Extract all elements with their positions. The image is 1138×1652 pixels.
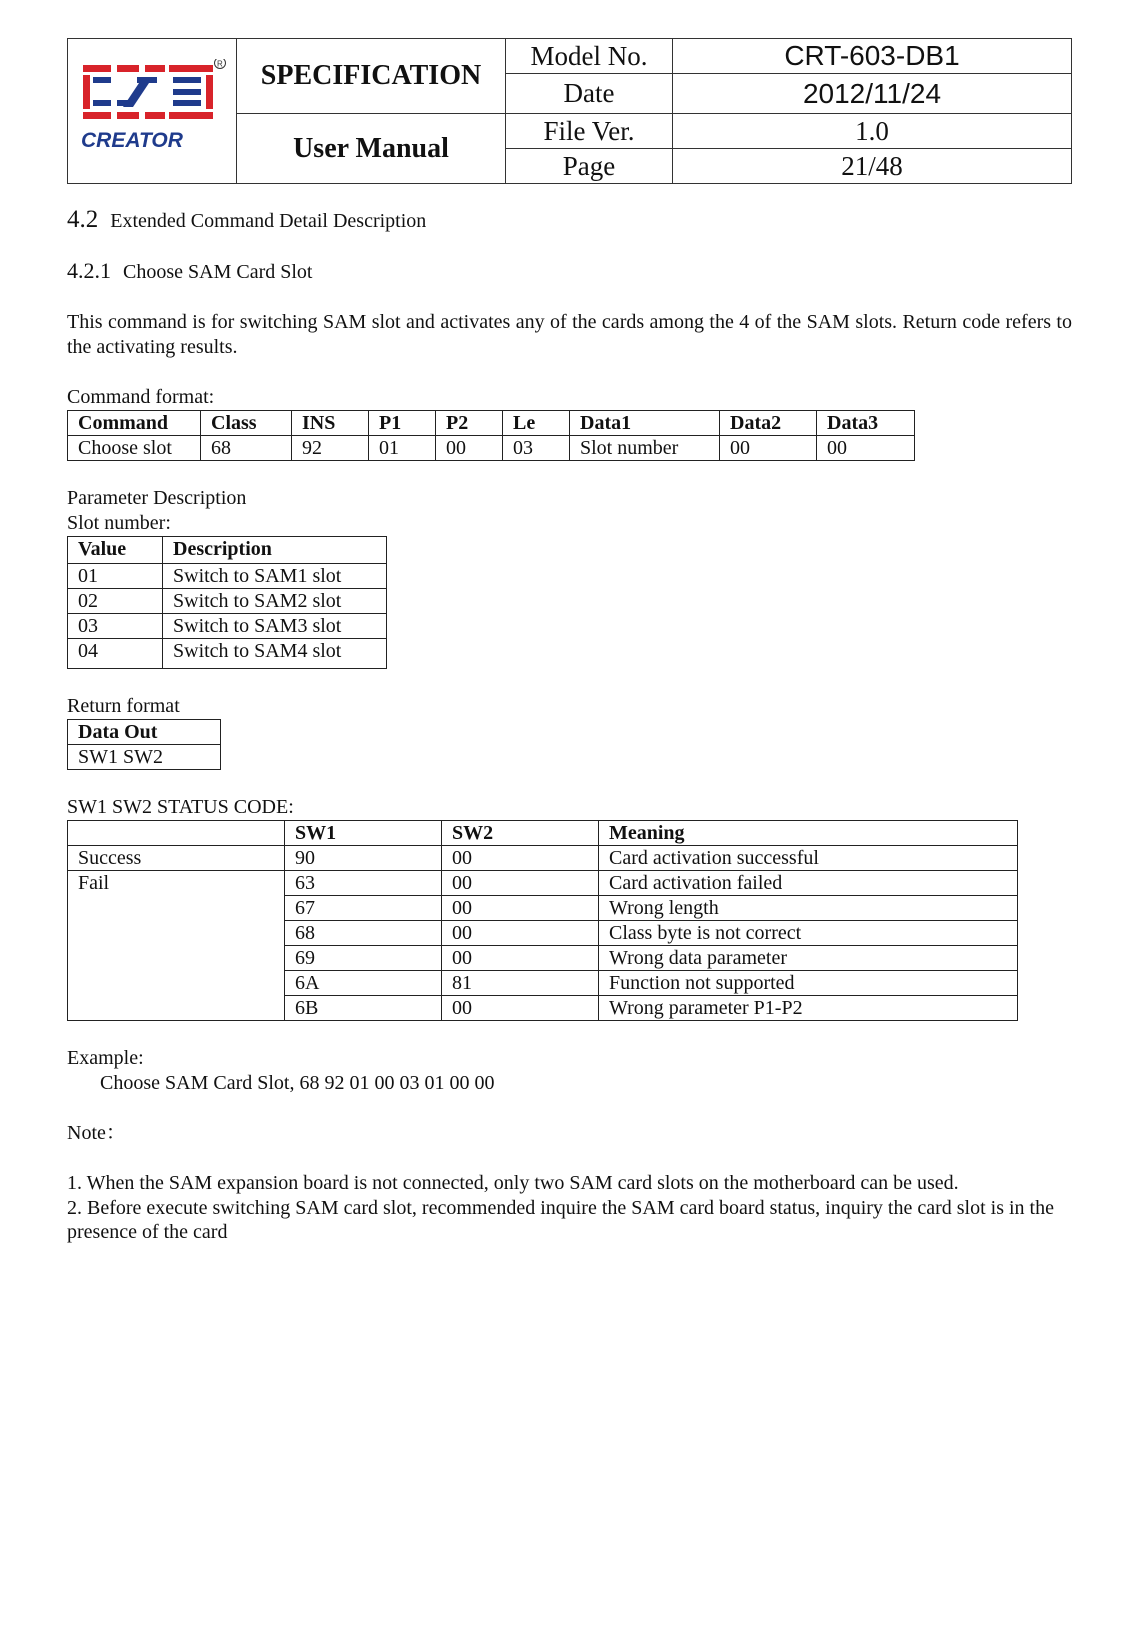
table-cell: 6A — [285, 971, 442, 996]
table-cell: 68 — [285, 921, 442, 946]
table-header: SW2 — [442, 821, 599, 846]
subsection-title: Choose SAM Card Slot — [123, 261, 313, 283]
file-ver-label: File Ver. — [506, 114, 673, 149]
table-cell: Function not supported — [599, 971, 1018, 996]
table-cell: 04 — [68, 639, 163, 669]
table-cell: 00 — [817, 436, 915, 461]
table-cell: 92 — [292, 436, 369, 461]
model-label: Model No. — [506, 39, 673, 74]
table-header: Class — [201, 411, 292, 436]
table-row — [68, 846, 1018, 871]
table-cell: 90 — [285, 846, 442, 871]
table-cell: 81 — [442, 971, 599, 996]
table-cell: Choose slot — [68, 436, 201, 461]
table-cell: 6B — [285, 996, 442, 1021]
table-cell: 00 — [442, 896, 599, 921]
model-value: CRT-603-DB1 — [673, 39, 1072, 74]
page-label: Page — [506, 149, 673, 184]
table-cell: 00 — [442, 921, 599, 946]
slot-table — [67, 536, 387, 669]
slot-number-label: Slot number: — [67, 512, 171, 534]
table-cell: Slot number — [570, 436, 720, 461]
table-header: SW1 — [285, 821, 442, 846]
table-cell: 67 — [285, 896, 442, 921]
table-row — [68, 871, 1018, 896]
table-cell: 00 — [442, 996, 599, 1021]
table-cell: SW1 SW2 — [68, 745, 221, 770]
section-title: Extended Command Detail Description — [110, 210, 427, 232]
table-cell: 00 — [436, 436, 503, 461]
table-row — [68, 614, 387, 639]
table-header: Data Out — [68, 720, 221, 745]
table-row — [68, 639, 387, 669]
table-cell: 00 — [442, 846, 599, 871]
table-cell: Wrong data parameter — [599, 946, 1018, 971]
table-cell: Class byte is not correct — [599, 921, 1018, 946]
spec-title: SPECIFICATION — [237, 39, 506, 114]
note-item-2: 2. Before execute switching SAM card slot, recommended inquire the SAM card board status, inquiry the card slot is in the presence of the card — [67, 1197, 1054, 1243]
table-row — [68, 745, 221, 770]
table-cell: Switch to SAM3 slot — [163, 614, 387, 639]
date-label: Date — [506, 74, 673, 114]
table-cell: Switch to SAM1 slot — [163, 564, 387, 589]
intro-paragraph: This command is for switching SAM slot and activates any of the cards among the 4 of the SAM slots. Return code refers to the activating results. — [67, 311, 1072, 358]
file-ver-value: 1.0 — [673, 114, 1072, 149]
table-cell: Wrong length — [599, 896, 1018, 921]
creator-logo — [77, 59, 227, 159]
param-label: Parameter Description — [67, 487, 247, 509]
table-header: P2 — [436, 411, 503, 436]
svg-text:R: R — [217, 59, 223, 68]
table-header: Le — [503, 411, 570, 436]
table-cell: Card activation successful — [599, 846, 1018, 871]
table-cell: 63 — [285, 871, 442, 896]
table-header: Meaning — [599, 821, 1018, 846]
table-cell: 00 — [720, 436, 817, 461]
table-cell: Fail — [68, 871, 285, 1021]
table-cell: 03 — [503, 436, 570, 461]
status-code-label: SW1 SW2 STATUS CODE: — [67, 796, 294, 818]
table-header: Data3 — [817, 411, 915, 436]
table-row — [68, 411, 915, 436]
document-page — [67, 38, 1072, 1244]
date-value: 2012/11/24 — [673, 74, 1072, 114]
table-cell: Switch to SAM2 slot — [163, 589, 387, 614]
command-format-label: Command format: — [67, 386, 215, 408]
subsection-number: 4.2.1 — [67, 258, 111, 283]
logo-cell — [68, 39, 237, 184]
return-format-table — [67, 719, 221, 770]
return-format-label: Return format — [67, 695, 180, 717]
user-manual-title: User Manual — [237, 114, 506, 184]
section-number: 4.2 — [67, 206, 99, 233]
table-cell: Success — [68, 846, 285, 871]
table-cell: 01 — [369, 436, 436, 461]
command-table — [67, 410, 915, 461]
table-header: Data2 — [720, 411, 817, 436]
table-header: Data1 — [570, 411, 720, 436]
table-header — [68, 821, 285, 846]
table-cell: 00 — [442, 871, 599, 896]
table-row — [68, 720, 221, 745]
spec-header-table — [67, 38, 1072, 184]
example-text: Choose SAM Card Slot, 68 92 01 00 03 01 00 00 — [100, 1072, 495, 1094]
table-cell: Wrong parameter P1-P2 — [599, 996, 1018, 1021]
page-value: 21/48 — [673, 149, 1072, 184]
table-cell: 00 — [442, 946, 599, 971]
table-cell: 69 — [285, 946, 442, 971]
subsection-heading — [67, 258, 1072, 284]
section-heading — [67, 206, 1072, 234]
table-cell: 02 — [68, 589, 163, 614]
table-row — [68, 589, 387, 614]
note-label: Note： — [67, 1122, 126, 1144]
table-cell: 68 — [201, 436, 292, 461]
table-row — [68, 564, 387, 589]
table-cell: 03 — [68, 614, 163, 639]
table-row — [68, 436, 915, 461]
table-row — [68, 821, 1018, 846]
table-cell: Switch to SAM4 slot — [163, 639, 387, 669]
table-header: P1 — [369, 411, 436, 436]
table-cell: 01 — [68, 564, 163, 589]
table-header: Description — [163, 537, 387, 564]
status-table — [67, 820, 1018, 1021]
table-header: INS — [292, 411, 369, 436]
table-row — [68, 537, 387, 564]
table-header: Command — [68, 411, 201, 436]
table-cell: Card activation failed — [599, 871, 1018, 896]
note-item-1: 1. When the SAM expansion board is not connected, only two SAM card slots on the motherboard can be used. — [67, 1172, 959, 1194]
table-header: Value — [68, 537, 163, 564]
logo-wordmark: CREATOR — [81, 128, 183, 152]
example-label: Example: — [67, 1047, 144, 1069]
